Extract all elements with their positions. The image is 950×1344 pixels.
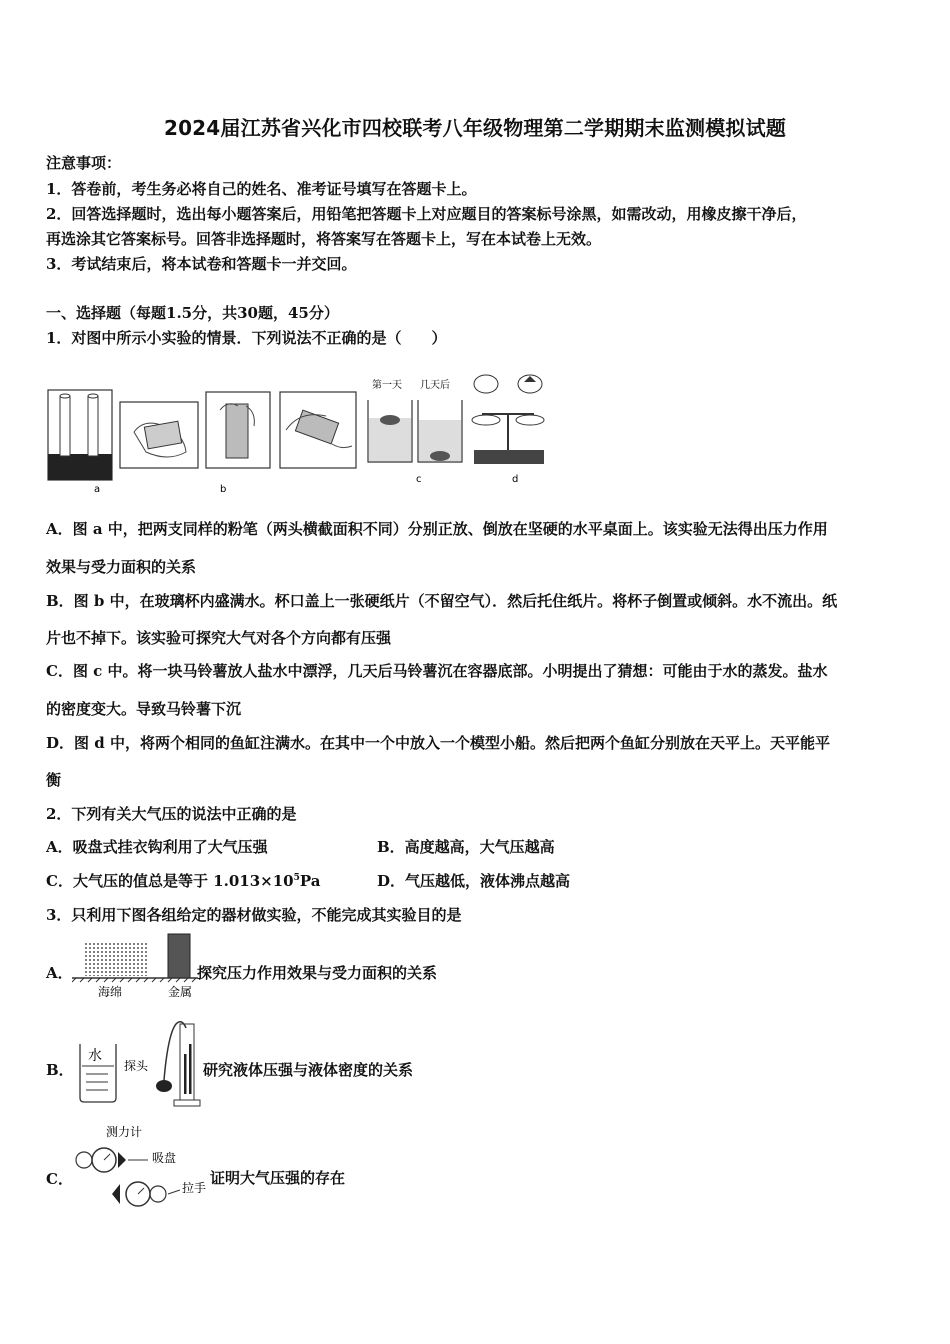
notice-item-1: 1．答卷前，考生务必将自己的姓名、准考证号填写在答题卡上。: [46, 180, 477, 198]
q3-figure-c: [72, 1120, 212, 1220]
metal-block: [168, 934, 190, 978]
page-title: 2024届江苏省兴化市四校联考八年级物理第二学期期末监测模拟试题: [163, 116, 787, 140]
notice-heading: 注意事项：: [46, 154, 122, 172]
sponge: [84, 942, 148, 976]
label-sponge: 海绵: [98, 985, 123, 999]
q3-figure-b: [72, 1014, 204, 1110]
q3-option-b-text: 研究液体压强与液体密度的关系: [203, 1061, 414, 1079]
q2-option-a: A．吸盘式挂衣钩利用了大气压强: [46, 838, 268, 856]
q3-stem: 3．只利用下图各组给定的器材做实验，不能完成其实验目的是: [46, 906, 462, 924]
notice-item-2-cont: 再选涂其它答案标号。回答非选择题时，将答案写在答题卡上，写在本试卷上无效。: [46, 230, 602, 248]
q1-option-b: B．图 b 中，在玻璃杯内盛满水。杯口盖上一张硬纸片（不留空气）．然后托住纸片。将杯子倒置或倾斜。水不流出。纸: [46, 592, 838, 610]
q3-option-a-text: 探究压力作用效果与受力面积的关系: [197, 964, 438, 982]
probe: [156, 1080, 172, 1092]
suction-cup-top: [118, 1152, 126, 1168]
q1-option-c-cont: 的密度变大。导致马铃薯下沉: [46, 700, 242, 718]
q1-option-a-cont: 效果与受力面积的关系: [46, 558, 197, 576]
label-water: 水: [88, 1048, 102, 1064]
q1-option-d-cont: 衡: [46, 771, 62, 789]
label-metal: 金属: [168, 985, 193, 999]
q1-option-c: C．图 c 中。将一块马铃薯放人盐水中漂浮，几天后马铃薯沉在容器底部。小明提出了猜想：可能由于水的蒸发。盐水: [46, 662, 828, 680]
u-tube-manometer: [180, 1024, 194, 1100]
label-meter: 测力计: [106, 1125, 143, 1139]
label-probe: 探头: [124, 1059, 149, 1073]
label-handle: 拉手: [182, 1181, 207, 1195]
q1-stem: 1．对图中所示小实验的情景．下列说法不正确的是（ ）: [46, 329, 447, 347]
q3-figure-a: [72, 930, 198, 1002]
q3-option-c-text: 证明大气压强的存在: [210, 1169, 346, 1187]
q2-stem: 2．下列有关大气压的说法中正确的是: [46, 805, 297, 823]
label-d: d: [512, 474, 519, 485]
label-a: a: [94, 484, 101, 495]
q1-option-a: A．图 a 中，把两支同样的粉笔（两头横截面积不同）分别正放、倒放在坚硬的水平桌面上。该实验无法得出压力作用: [46, 520, 828, 538]
q2-option-c: C．大气压的值总是等于 $1.013\times 10^5Pa$: [46, 872, 321, 890]
q3-option-a-letter: A．: [46, 964, 73, 982]
label-day1: 第一天: [372, 380, 402, 391]
suction-cup-bottom: [112, 1184, 120, 1204]
section-heading: 一、选择题（每题1.5分，共30题，45分）: [46, 304, 339, 322]
notice-item-2: 2．回答选择题时，选出每小题答案后，用铅笔把答题卡上对应题目的答案标号涂黑，如需改动，用橡皮擦干净后，: [46, 205, 807, 223]
q1-option-b-cont: 片也不掉下。该实验可探究大气对各个方向都有压强: [46, 629, 392, 647]
q2-option-b: B．高度越高，大气压越高: [377, 838, 555, 856]
q1-figure: [46, 370, 548, 498]
notice-item-3: 3．考试结束后，将本试卷和答题卡一并交回。: [46, 255, 357, 273]
label-c: c: [416, 474, 422, 485]
figure-a-chalk: [48, 390, 112, 480]
q3-option-c-letter: C．: [46, 1170, 73, 1188]
figure-d-balance: [472, 375, 544, 464]
label-b: b: [220, 484, 227, 495]
figure-b-cups: [120, 392, 356, 468]
q1-option-d: D．图 d 中，将两个相同的鱼缸注满水。在其中一个中放入一个模型小船。然后把两个鱼缸分别放在天平上。天平能平: [46, 734, 830, 752]
label-cup: 吸盘: [152, 1151, 177, 1165]
q2-option-d: D．气压越低，液体沸点越高: [377, 872, 571, 890]
figure-c-beakers: [368, 378, 462, 462]
q3-option-b-letter: B．: [46, 1061, 74, 1079]
label-later: 几天后: [420, 380, 450, 391]
